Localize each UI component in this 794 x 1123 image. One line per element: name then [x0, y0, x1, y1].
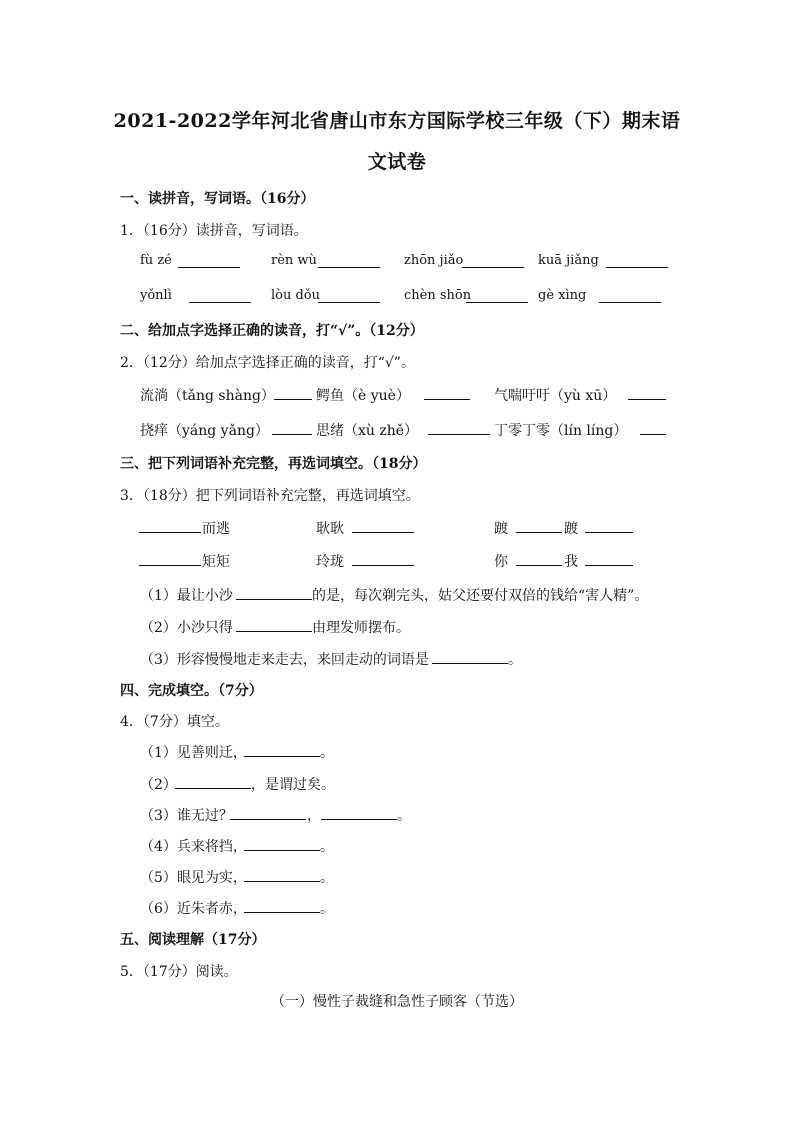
idiom-3b: 踱: [564, 521, 578, 537]
question3-prompt: 3．（18分）把下列词语补充完整，再选词填空。: [120, 488, 420, 504]
answer-blank[interactable]: [274, 385, 312, 400]
pinyin-4: kuā jiǎng: [538, 253, 599, 268]
answer-blank[interactable]: [432, 649, 508, 664]
pinyin-6: lòu dǒu: [271, 288, 321, 303]
passage-title: （一）慢性子裁缝和急性子顾客（节选）: [271, 994, 523, 1010]
reading-item-1: 流淌（tǎng shàng）: [140, 388, 275, 404]
answer-blank[interactable]: [428, 420, 490, 435]
fill-2-prefix: （2）: [140, 777, 177, 793]
idiom-6a: 你: [494, 554, 508, 570]
question2-prompt: 2．（12分）给加点字选择正确的读音，打“√”。: [120, 355, 415, 371]
pinyin-2: rèn wù: [271, 253, 317, 268]
answer-blank[interactable]: [139, 551, 201, 566]
idiom-5: 玲珑: [316, 554, 344, 570]
answer-blank[interactable]: [230, 805, 306, 820]
fill-3-suffix: 。: [397, 808, 411, 824]
reading-item-2: 鳄鱼（è yuè）: [316, 388, 410, 404]
fill-6-suffix: 。: [320, 901, 334, 917]
answer-blank[interactable]: [321, 805, 397, 820]
answer-blank[interactable]: [272, 420, 312, 435]
answer-blank[interactable]: [318, 253, 380, 268]
fill-5-prefix: （5）眼见为实，: [140, 870, 247, 886]
idiom-2: 耿耿: [316, 521, 344, 537]
fill-2-suffix: ，是谓过矣。: [251, 777, 335, 793]
answer-blank[interactable]: [244, 836, 320, 851]
reading-item-5: 思绪（xù zhě）: [316, 423, 419, 439]
answer-blank[interactable]: [318, 288, 380, 303]
idiom-6b: 我: [564, 554, 578, 570]
question1-prompt: 1．（16分）读拼音，写词语。: [120, 223, 308, 239]
answer-blank[interactable]: [178, 253, 240, 268]
answer-blank[interactable]: [175, 774, 251, 789]
fill-6-prefix: （6）近朱者赤，: [140, 901, 247, 917]
exam-title-line2: 文试卷: [367, 151, 427, 173]
answer-blank[interactable]: [424, 385, 470, 400]
subquestion-2-part2: 由理发师摆布。: [312, 620, 410, 636]
subquestion-3-part1: （3）形容慢慢地走来走去，来回走动的词语是: [140, 652, 429, 668]
idiom-3a: 踱: [494, 521, 508, 537]
reading-item-6: 丁零丁零（lín líng）: [494, 423, 628, 439]
pinyin-7: chèn shōn: [404, 288, 472, 303]
answer-blank[interactable]: [585, 551, 633, 566]
answer-blank[interactable]: [599, 288, 661, 303]
reading-item-4: 挠痒（yáng yǎng）: [140, 423, 269, 439]
subquestion-3-part2: 。: [508, 652, 522, 668]
answer-blank[interactable]: [352, 551, 414, 566]
answer-blank[interactable]: [139, 518, 201, 533]
answer-blank[interactable]: [189, 288, 251, 303]
answer-blank[interactable]: [236, 585, 312, 600]
fill-3-prefix: （3）谁无过？: [140, 808, 233, 824]
section2-heading: 二、给加点字选择正确的读音，打“√”。（12分）: [120, 323, 424, 339]
answer-blank[interactable]: [606, 253, 668, 268]
question4-prompt: 4．（7分）填空。: [120, 714, 229, 730]
answer-blank[interactable]: [640, 420, 666, 435]
pinyin-3: zhōn jiǎo: [404, 253, 464, 268]
answer-blank[interactable]: [244, 898, 320, 913]
answer-blank[interactable]: [462, 253, 524, 268]
fill-1-suffix: 。: [320, 745, 334, 761]
answer-blank[interactable]: [628, 385, 666, 400]
answer-blank[interactable]: [516, 551, 562, 566]
fill-4-prefix: （4）兵来将挡，: [140, 839, 247, 855]
fill-1-prefix: （1）见善则迁，: [140, 745, 247, 761]
answer-blank[interactable]: [244, 867, 320, 882]
pinyin-5: yǒnlì: [140, 288, 172, 303]
reading-item-3: 气喘吁吁（yù xū）: [494, 388, 617, 404]
fill-4-suffix: 。: [320, 839, 334, 855]
answer-blank[interactable]: [236, 617, 312, 632]
exam-title-line1: 2021-2022学年河北省唐山市东方国际学校三年级（下）期末语: [113, 110, 681, 132]
answer-blank[interactable]: [516, 518, 562, 533]
answer-blank[interactable]: [244, 742, 320, 757]
answer-blank[interactable]: [585, 518, 633, 533]
pinyin-8: gè xìng: [538, 288, 587, 303]
subquestion-1-part1: （1）最让小沙: [140, 588, 233, 604]
fill-5-suffix: 。: [320, 870, 334, 886]
question5-prompt: 5．（17分）阅读。: [120, 964, 238, 980]
subquestion-2-part1: （2）小沙只得: [140, 620, 233, 636]
idiom-4: 矩矩: [202, 554, 230, 570]
answer-blank[interactable]: [352, 518, 414, 533]
answer-blank[interactable]: [466, 288, 528, 303]
section1-heading: 一、读拼音，写词语。（16分）: [120, 191, 315, 207]
section3-heading: 三、把下列词语补充完整，再选词填空。（18分）: [120, 456, 427, 472]
section4-heading: 四、完成填空。（7分）: [120, 683, 263, 699]
pinyin-1: fù zé: [140, 253, 172, 268]
fill-3-comma: ，: [307, 808, 321, 824]
subquestion-1-part2: 的是，每次剃完头，姑父还要付双倍的钱给“害人精”。: [312, 588, 649, 604]
idiom-1: 而逃: [202, 521, 230, 537]
section5-heading: 五、阅读理解（17分）: [120, 932, 266, 948]
